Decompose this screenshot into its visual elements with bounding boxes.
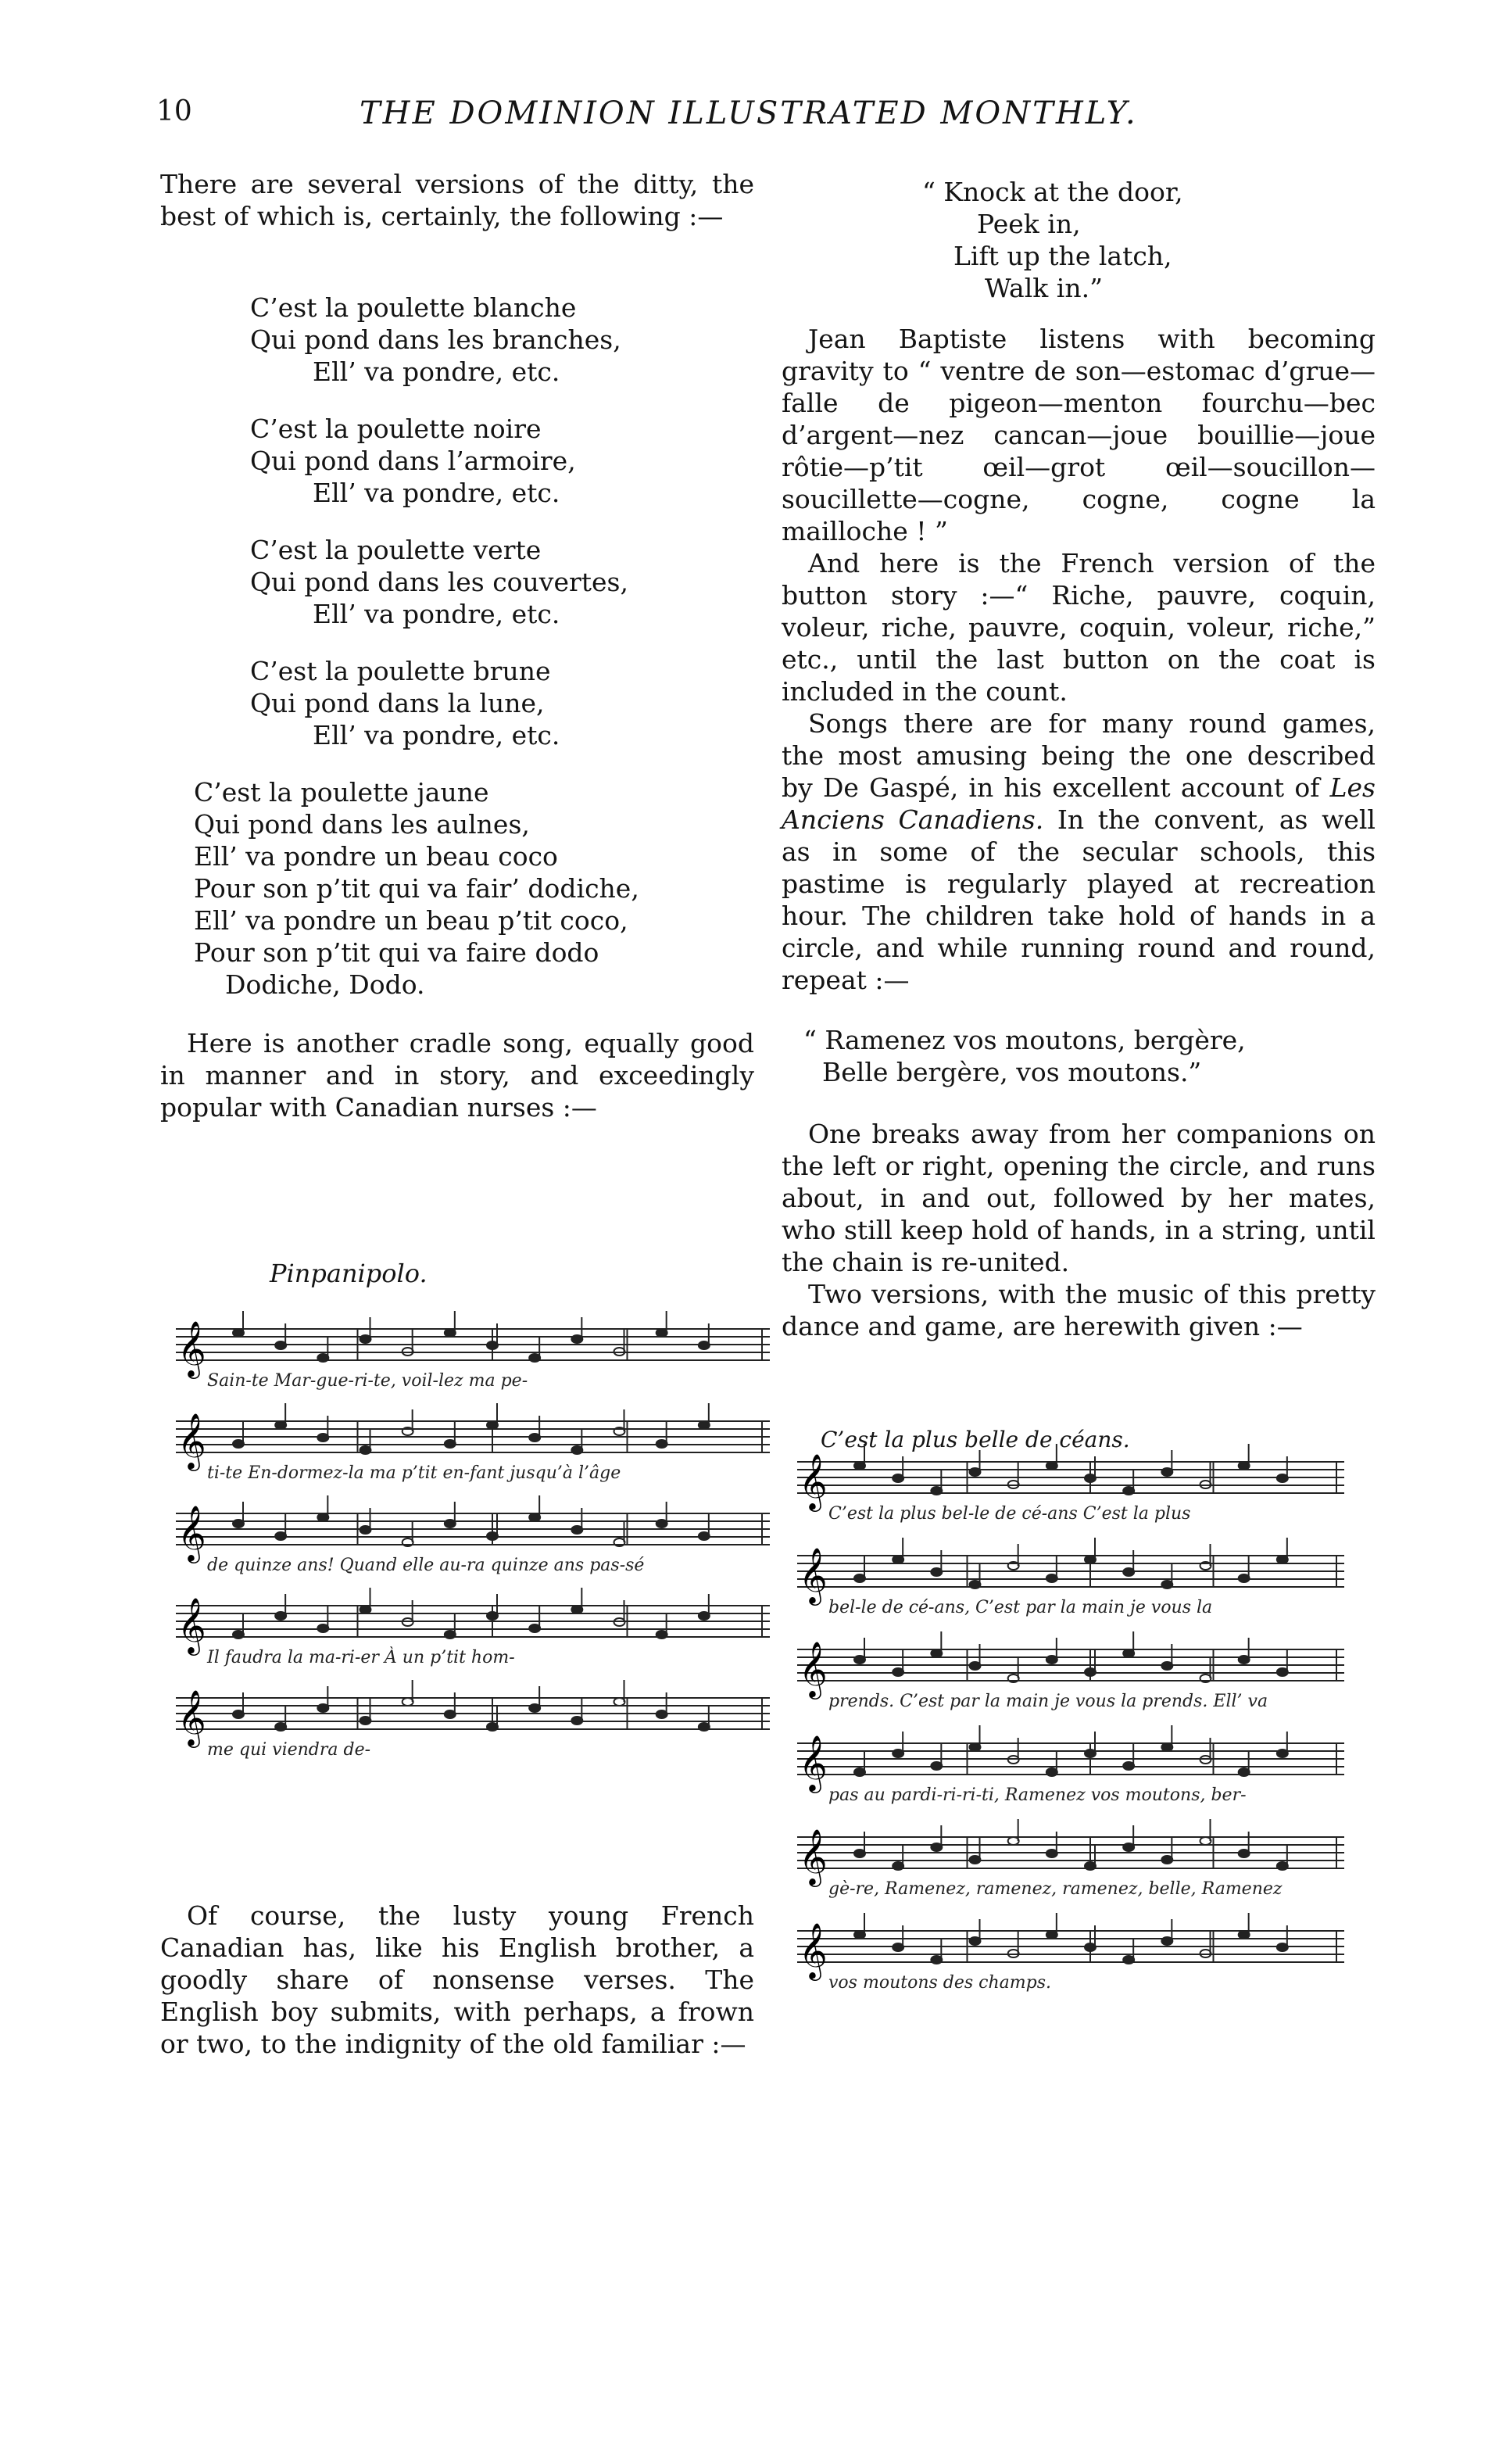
note-head (656, 1631, 667, 1638)
verse-line: Ell’ va pondre, etc. (313, 356, 560, 387)
treble-clef-icon: 𝄞 (177, 1504, 206, 1561)
note-head (1161, 1468, 1172, 1476)
verse-brune (250, 655, 750, 751)
verse-line: “ Knock at the door, (922, 177, 1183, 207)
note-head (1085, 1556, 1096, 1563)
note-head (275, 1612, 286, 1620)
note-head (1239, 1656, 1250, 1664)
note-head (275, 1532, 286, 1540)
note-head (1085, 1750, 1096, 1757)
note-head (699, 1532, 710, 1540)
note-head (1123, 1843, 1134, 1851)
music-title-plus-belle: C’est la plus belle de céans. (821, 1427, 1130, 1452)
note-head (529, 1624, 540, 1632)
note-head (1277, 1943, 1288, 1951)
treble-clef-icon: 𝄞 (799, 1828, 828, 1885)
note-head (1123, 1762, 1134, 1770)
verse-line: Qui pond dans l’armoire, (250, 446, 576, 476)
note-head (317, 1354, 328, 1362)
note-head (1046, 1574, 1057, 1582)
verse-blanche (250, 292, 750, 388)
treble-clef-icon: 𝄞 (799, 1921, 828, 1979)
note-head (893, 1750, 903, 1757)
music-lyric-line: de quinze ans! Quand elle au-ra quinze ans pas-sé (207, 1556, 645, 1575)
treble-clef-icon: 𝄞 (177, 1412, 206, 1469)
left-paragraph-nonsense-wrap (160, 1900, 754, 2060)
music-lyric-line: bel-le de cé-ans, C’est par la main je vous la (828, 1598, 1213, 1617)
note-head (1239, 1462, 1250, 1470)
note-head (970, 1468, 981, 1476)
verse-line: C’est la poulette blanche (250, 292, 577, 323)
right-text-block (782, 323, 1376, 996)
note-head (360, 1717, 371, 1724)
verse-line: Ell’ va pondre un beau p’tit coco, (194, 905, 628, 936)
music-staff (176, 1506, 770, 1560)
verse-line: Belle bergère, vos moutons.” (822, 1057, 1202, 1087)
note-head (317, 1434, 328, 1442)
verse-line: Pour son p’tit qui va faire dodo (194, 937, 599, 968)
music-staff (176, 1598, 770, 1653)
note-head (1123, 1956, 1134, 1964)
note-head (931, 1568, 942, 1576)
note-head (931, 1956, 942, 1964)
note-head (1085, 1862, 1096, 1870)
left-paragraph-nonsense: Of course, the lusty young French Canadian has, like his English brother, a goodly share of nonsense verses. The English boy submits, with perhaps, a frown or two, to the indignity of the old familiar :— (160, 1900, 754, 2059)
note-head (1123, 1568, 1134, 1576)
note-head (487, 1421, 498, 1429)
note-head (931, 1487, 942, 1495)
page-number: 10 (156, 95, 192, 127)
note-head (1046, 1462, 1057, 1470)
left-column (160, 168, 754, 232)
verse-line: Ell’ va pondre un beau coco (194, 841, 558, 872)
note-head (445, 1710, 456, 1718)
note-head (275, 1723, 286, 1731)
note-head (360, 1526, 371, 1534)
note-head (1046, 1850, 1057, 1857)
music-score-pinpanipolo (176, 1321, 778, 1775)
note-head (656, 1520, 667, 1527)
note-head (360, 1446, 371, 1454)
verse-knock (922, 176, 1360, 304)
note-head (854, 1931, 865, 1939)
music-staff (797, 1735, 1344, 1790)
right-paragraph-breaks-away: One breaks away from her companions on the left or right, opening the circle, and runs about, in and out, followed by her mates, who still keep hold of hands, in a string, until the chain is re-united. (782, 1119, 1376, 1277)
left-paragraph-versions: There are several versions of the ditty, the best of which is, certainly, the following :— (160, 169, 754, 231)
note-head (445, 1631, 456, 1638)
note-head (893, 1556, 903, 1563)
right-paragraph-button-story: And here is the French version of the button story :—“ Riche, pauvre, coquin, voleur, riche, pauvre, coquin, voleur, riche,” etc., until the last button on the coat is included in the count. (782, 548, 1376, 707)
right-text-block-2 (782, 1118, 1376, 1342)
treble-clef-icon: 𝄞 (799, 1640, 828, 1697)
note-head (699, 1612, 710, 1620)
music-staff (797, 1642, 1344, 1696)
note-head (1277, 1556, 1288, 1563)
note-head (233, 1631, 244, 1638)
note-head (360, 1335, 371, 1343)
note-head (1277, 1862, 1288, 1870)
verse-line: Ell’ va pondre, etc. (313, 478, 560, 508)
music-lyric-line: prends. C’est par la main je vous la prends. Ell’ va (828, 1692, 1268, 1711)
note-head (970, 1581, 981, 1588)
note-head (1200, 1837, 1211, 1845)
note-head (854, 1850, 865, 1857)
note-head (487, 1723, 498, 1731)
note-head (931, 1843, 942, 1851)
treble-clef-icon: 𝄞 (799, 1546, 828, 1603)
music-lyric-line: Sain-te Mar-gue-ri-te, voil-lez ma pe- (207, 1371, 528, 1391)
note-head (317, 1624, 328, 1632)
note-head (1085, 1943, 1096, 1951)
note-head (1161, 1937, 1172, 1945)
note-head (1046, 1656, 1057, 1664)
verse-jaune (194, 776, 757, 1001)
note-head (571, 1446, 582, 1454)
note-head (571, 1335, 582, 1343)
music-staff (797, 1454, 1344, 1509)
music-staff (797, 1548, 1344, 1603)
note-head (529, 1513, 540, 1521)
note-head (1008, 1837, 1019, 1845)
note-head (1085, 1474, 1096, 1482)
note-head (571, 1717, 582, 1724)
note-head (571, 1526, 582, 1534)
note-head (1277, 1750, 1288, 1757)
book-title: Les Anciens Canadiens. (782, 772, 1376, 835)
verse-line: Peek in, (977, 209, 1081, 239)
verse-line: “ Ramenez vos moutons, bergère, (803, 1025, 1246, 1055)
note-head (529, 1704, 540, 1712)
note-head (854, 1574, 865, 1582)
note-head (1161, 1662, 1172, 1670)
note-head (854, 1656, 865, 1664)
music-lyric-line: pas au pardi-ri-ri-ti, Ramenez vos moutons, ber- (828, 1785, 1247, 1805)
music-lyric-line: vos moutons des champs. (828, 1973, 1051, 1993)
verse-line: Dodiche, Dodo. (225, 969, 425, 1000)
note-head (233, 1329, 244, 1337)
verse-line: C’est la poulette jaune (194, 777, 489, 808)
round-games-text-a: Songs there are for many round games, the most amusing being the one described by De Gaspé, in his excellent account of (782, 708, 1376, 803)
verse-noire (250, 413, 750, 509)
note-head (893, 1862, 903, 1870)
music-staff (176, 1413, 770, 1468)
note-head (487, 1532, 498, 1540)
music-lyric-line: C’est la plus bel-le de cé-ans C’est la plus (828, 1504, 1191, 1524)
note-head (1239, 1768, 1250, 1776)
note-head (970, 1743, 981, 1751)
note-head (233, 1520, 244, 1527)
note-head (893, 1668, 903, 1676)
music-staff (797, 1829, 1344, 1884)
note-head (699, 1723, 710, 1731)
treble-clef-icon: 𝄞 (799, 1734, 828, 1791)
note-head (1085, 1668, 1096, 1676)
note-head (854, 1462, 865, 1470)
note-head (445, 1520, 456, 1527)
note-head (931, 1649, 942, 1657)
music-staff (797, 1923, 1344, 1978)
verse-verte (250, 534, 750, 630)
verse-line: Ell’ va pondre, etc. (313, 720, 560, 750)
note-head (529, 1434, 540, 1442)
note-head (893, 1474, 903, 1482)
note-head (445, 1440, 456, 1448)
verse-line: Lift up the latch, (953, 241, 1172, 271)
note-head (656, 1440, 667, 1448)
note-head (275, 1421, 286, 1429)
music-lyric-line: gè-re, Ramenez, ramenez, ramenez, belle, Ramenez (828, 1879, 1283, 1899)
note-head (233, 1440, 244, 1448)
note-head (931, 1762, 942, 1770)
treble-clef-icon: 𝄞 (799, 1452, 828, 1510)
treble-clef-icon: 𝄞 (177, 1320, 206, 1377)
note-head (317, 1704, 328, 1712)
left-paragraph-cradle: Here is another cradle song, equally good in manner and in story, and exceedingly popular with Canadian nurses :— (160, 1028, 754, 1123)
note-head (445, 1329, 456, 1337)
left-paragraph-cradle-wrap (160, 1027, 754, 1123)
music-staff (176, 1690, 770, 1745)
note-head (487, 1612, 498, 1620)
running-title: THE DOMINION ILLUSTRATED MONTHLY. (360, 95, 1138, 131)
right-paragraph-jean-baptiste: Jean Baptiste listens with becoming gravity to “ ventre de son—estomac d’grue—falle de pigeon—menton fourchu—bec d’argent—nez cancan—joue bouillie—joue rôtie—p’tit œil—grot œil—soucillon—soucillette—cogne, cogne, cogne la mailloche ! ” (782, 324, 1376, 546)
note-head (1239, 1850, 1250, 1857)
verse-line: Qui pond dans la lune, (250, 688, 545, 718)
note-head (970, 1856, 981, 1864)
note-head (1239, 1574, 1250, 1582)
music-lyric-line: Il faudra la ma-ri-er À un p’tit hom- (207, 1648, 515, 1667)
note-head (699, 1341, 710, 1349)
note-head (571, 1606, 582, 1613)
verse-moutons (803, 1024, 1366, 1088)
round-games-text-b: In the convent, as well as in some of the secular schools, this pastime is regularly played at recreation hour. The children take hold of hands in a circle, and while running round and round, repeat :— (782, 804, 1376, 995)
verse-line: Qui pond dans les couvertes, (250, 567, 628, 597)
verse-line: C’est la poulette brune (250, 656, 551, 686)
note-head (1161, 1581, 1172, 1588)
note-head (275, 1341, 286, 1349)
note-head (317, 1513, 328, 1521)
note-head (854, 1768, 865, 1776)
treble-clef-icon: 𝄞 (177, 1596, 206, 1653)
note-head (1161, 1856, 1172, 1864)
verse-line: Ell’ va pondre, etc. (313, 599, 560, 629)
note-head (360, 1606, 371, 1613)
note-head (1239, 1931, 1250, 1939)
note-head (614, 1698, 625, 1706)
page-header (156, 95, 1376, 142)
verse-line: Walk in.” (985, 273, 1103, 303)
note-head (970, 1662, 981, 1670)
note-head (970, 1937, 981, 1945)
note-head (402, 1698, 413, 1706)
music-lyric-line: ti-te En-dormez-la ma p’tit en-fant jusqu’à l’âge (207, 1463, 621, 1483)
music-title-pinpanipolo: Pinpanipolo. (270, 1259, 428, 1288)
note-head (656, 1329, 667, 1337)
note-head (1123, 1487, 1134, 1495)
treble-clef-icon: 𝄞 (177, 1689, 206, 1746)
note-head (529, 1354, 540, 1362)
note-head (1277, 1668, 1288, 1676)
note-head (1277, 1474, 1288, 1482)
note-head (656, 1710, 667, 1718)
right-paragraph-two-versions: Two versions, with the music of this pretty dance and game, are herewith given :— (782, 1279, 1376, 1341)
note-head (893, 1943, 903, 1951)
note-head (1046, 1768, 1057, 1776)
right-paragraph-round-games (782, 707, 1376, 996)
note-head (699, 1421, 710, 1429)
verse-line: Pour son p’tit qui va fair’ dodiche, (194, 873, 639, 904)
verse-line: C’est la poulette noire (250, 414, 542, 444)
music-lyric-line: me qui viendra de- (207, 1740, 371, 1760)
note-head (1161, 1743, 1172, 1751)
verse-line: Qui pond dans les aulnes, (194, 809, 530, 840)
note-head (1046, 1931, 1057, 1939)
note-head (487, 1341, 498, 1349)
note-head (1123, 1649, 1134, 1657)
verse-line: Qui pond dans les branches, (250, 324, 621, 355)
note-head (233, 1710, 244, 1718)
verse-line: C’est la poulette verte (250, 535, 542, 565)
music-score-plus-belle (797, 1454, 1352, 2048)
music-staff (176, 1321, 770, 1376)
